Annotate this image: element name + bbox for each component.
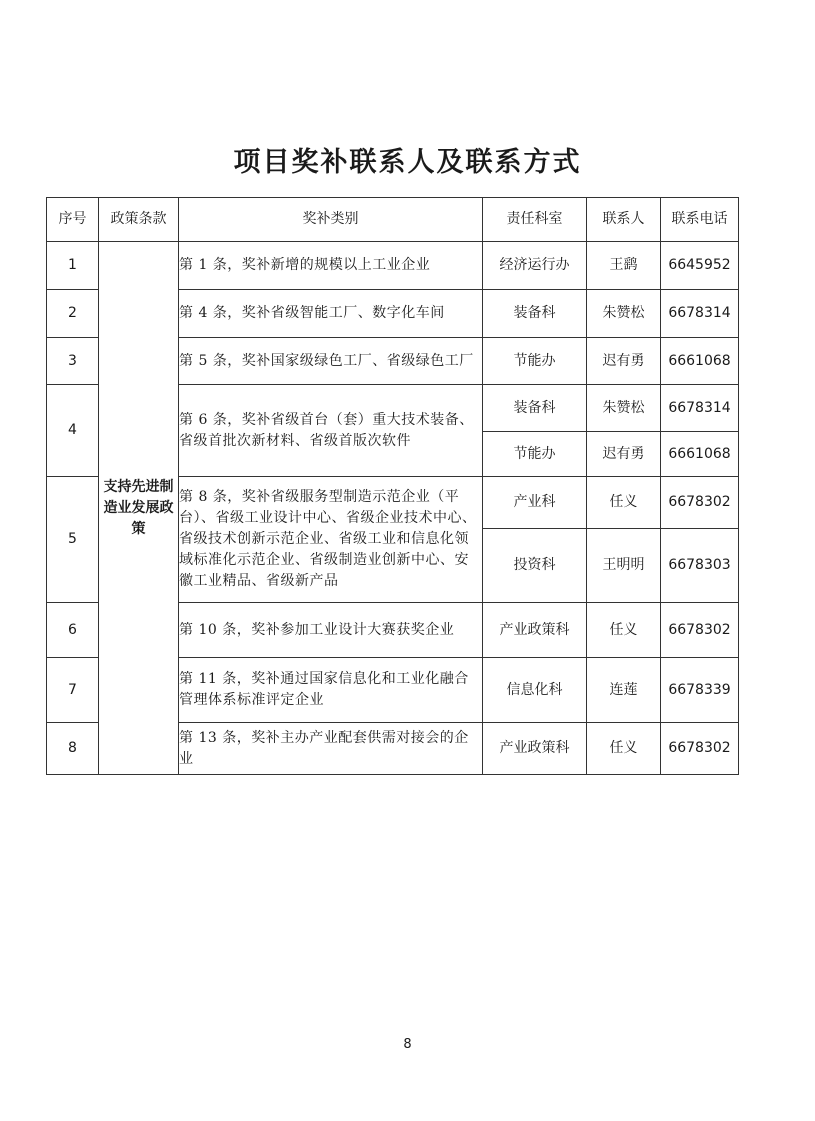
- department-cell: 经济运行办: [483, 242, 587, 290]
- category-cell: 第 11 条，奖补通过国家信息化和工业化融合管理体系标准评定企业: [179, 658, 483, 723]
- phone-cell: 6645952: [661, 242, 739, 290]
- seq-cell: 3: [47, 338, 99, 385]
- department-cell: 产业政策科: [483, 603, 587, 658]
- department-cell: 节能办: [483, 432, 587, 477]
- department-cell: 装备科: [483, 385, 587, 432]
- header-category: 奖补类别: [179, 198, 483, 242]
- contact-cell: 任义: [587, 477, 661, 529]
- contact-cell: 朱赞松: [587, 290, 661, 338]
- seq-cell: 4: [47, 385, 99, 477]
- seq-cell: 2: [47, 290, 99, 338]
- phone-cell: 6678302: [661, 603, 739, 658]
- table-header-row: [47, 198, 739, 242]
- contact-cell: 迟有勇: [587, 338, 661, 385]
- department-cell: 产业政策科: [483, 723, 587, 775]
- header-department: 责任科室: [483, 198, 587, 242]
- department-cell: 产业科: [483, 477, 587, 529]
- contact-cell: 王鹞: [587, 242, 661, 290]
- contact-cell: 朱赞松: [587, 385, 661, 432]
- header-phone: 联系电话: [661, 198, 739, 242]
- header-policy: 政策条款: [99, 198, 179, 242]
- seq-cell: 6: [47, 603, 99, 658]
- contact-cell: 王明明: [587, 529, 661, 603]
- contact-cell: 任义: [587, 723, 661, 775]
- phone-cell: 6678314: [661, 385, 739, 432]
- department-cell: 装备科: [483, 290, 587, 338]
- category-cell: 第 13 条，奖补主办产业配套供需对接会的企业: [179, 723, 483, 775]
- policy-cell: 支持先进制造业发展政策: [99, 242, 179, 775]
- category-cell: 第 1 条，奖补新增的规模以上工业企业: [179, 242, 483, 290]
- department-cell: 信息化科: [483, 658, 587, 723]
- seq-cell: 5: [47, 477, 99, 603]
- category-cell: 第 6 条，奖补省级首台（套）重大技术装备、省级首批次新材料、省级首版次软件: [179, 385, 483, 477]
- page-number: 8: [403, 1037, 412, 1052]
- seq-cell: 1: [47, 242, 99, 290]
- phone-cell: 6678302: [661, 477, 739, 529]
- contact-cell: 任义: [587, 603, 661, 658]
- phone-cell: 6661068: [661, 338, 739, 385]
- category-cell: 第 10 条，奖补参加工业设计大赛获奖企业: [179, 603, 483, 658]
- header-contact: 联系人: [587, 198, 661, 242]
- table-row: [47, 242, 739, 290]
- category-cell: 第 8 条，奖补省级服务型制造示范企业（平台）、省级工业设计中心、省级企业技术中心、省级技术创新示范企业、省级工业和信息化领域标准化示范企业、省级制造业创新中心、安徽工业精品、省级新产品: [179, 477, 483, 603]
- phone-cell: 6678303: [661, 529, 739, 603]
- contact-table: [46, 197, 739, 775]
- category-cell: 第 4 条，奖补省级智能工厂、数字化车间: [179, 290, 483, 338]
- contact-cell: 连莲: [587, 658, 661, 723]
- department-cell: 节能办: [483, 338, 587, 385]
- phone-cell: 6678302: [661, 723, 739, 775]
- header-seq: 序号: [47, 198, 99, 242]
- phone-cell: 6678339: [661, 658, 739, 723]
- page-title: 项目奖补联系人及联系方式: [233, 147, 582, 178]
- seq-cell: 7: [47, 658, 99, 723]
- department-cell: 投资科: [483, 529, 587, 603]
- phone-cell: 6678314: [661, 290, 739, 338]
- contact-cell: 迟有勇: [587, 432, 661, 477]
- phone-cell: 6661068: [661, 432, 739, 477]
- category-cell: 第 5 条，奖补国家级绿色工厂、省级绿色工厂: [179, 338, 483, 385]
- seq-cell: 8: [47, 723, 99, 775]
